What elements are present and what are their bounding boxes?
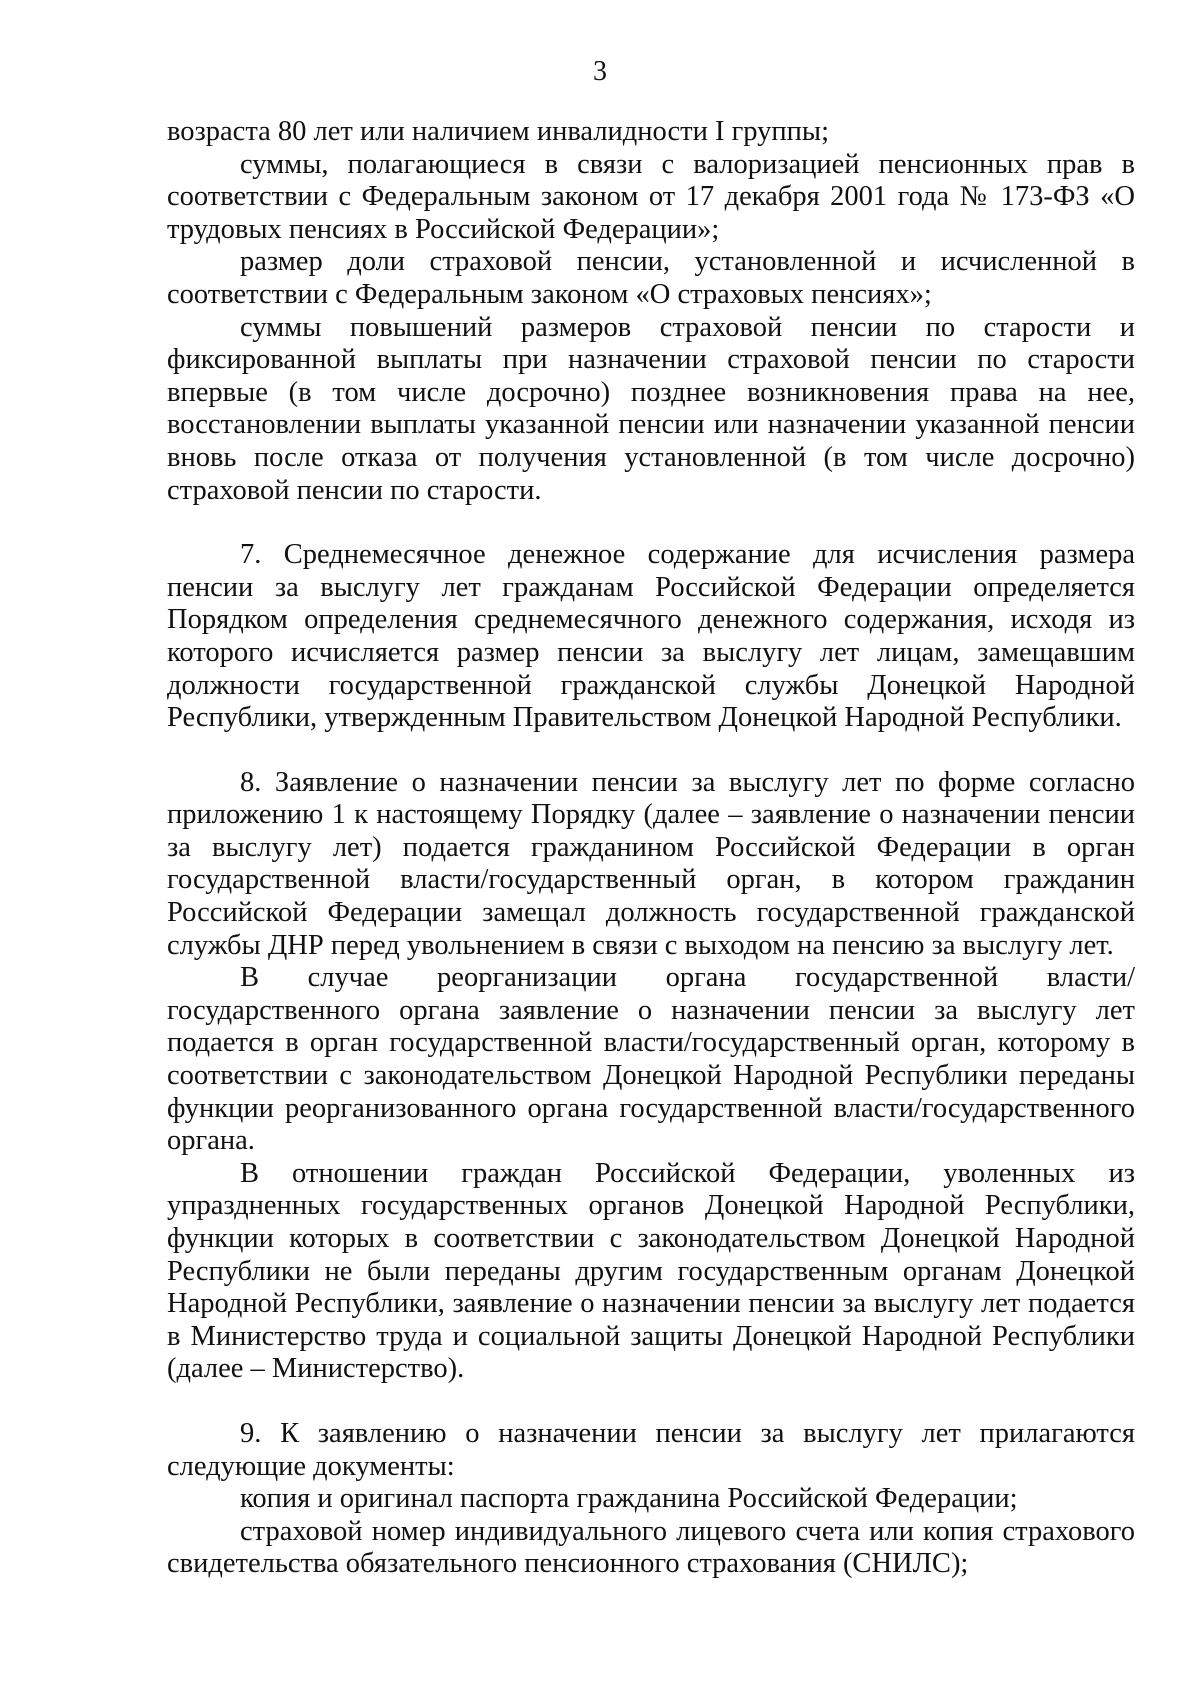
- paragraph-passport: копия и оригинал паспорта гражданина Российской Федерации;: [240, 1483, 1018, 1515]
- paragraph-reorganization: В случае реорганизации органа государственной власти/государственного органа заявление о назначении пенсии за выслугу лет подается в орган государственной власти/государственный орган, которому в соответствии с законодательством Донецкой Народной Республики переданы функции реорганизованного органа государственной власти/государственного органа.: [167, 962, 1135, 1157]
- paragraph-item-9: 9. К заявлению о назначении пенсии за выслугу лет прилагаются следующие документы:: [167, 1417, 1135, 1482]
- paragraph-increases: суммы повышений размеров страховой пенсии по старости и фиксированной выплаты при назначении страховой пенсии по старости впервые (в том числе досрочно) позднее возникновения права на нее, восстановлении выплаты указанной пенсии или назначении указанной пенсии вновь после отказа от получения установленной (в том числе досрочно) страховой пенсии по старости.: [167, 311, 1135, 506]
- paragraph-item-8: 8. Заявление о назначении пенсии за выслугу лет по форме согласно приложению 1 к настоящему Порядку (далее – заявление о назначении пенсии за выслугу лет) подается гражданином Российской Федерации в орган государственной власти/государственный орган, в котором гражданин Российской Федерации замещал должность государственной гражданской службы ДНР перед увольнением в связи с выходом на пенсию за выслугу лет.: [167, 766, 1135, 961]
- paragraph-continuation: возраста 80 лет или наличием инвалидности I группы;: [167, 116, 829, 147]
- document-body: [167, 116, 1135, 1581]
- paragraph-pension-share: размер доли страховой пенсии, установленной и исчисленной в соответствии с Федеральным законом «О страховых пенсиях»;: [167, 246, 1135, 310]
- paragraph-item-7: 7. Среднемесячное денежное содержание для исчисления размера пенсии за выслугу лет гражданам Российской Федерации определяется Порядком определения среднемесячного денежного содержания, исходя из которого исчисляется размер пенсии за выслугу лет лицам, замещавшим должности государственной гражданской службы Донецкой Народной Республики, утвержденным Правительством Донецкой Народной Республики.: [167, 539, 1135, 734]
- paragraph-valorization: суммы, полагающиеся в связи с валоризацией пенсионных прав в соответствии с Федеральным законом от 17 декабря 2001 года № 173-ФЗ «О трудовых пенсиях в Российской Федерации»;: [167, 148, 1135, 245]
- page-number: 3: [593, 56, 607, 87]
- paragraph-abolished-bodies: В отношении граждан Российской Федерации, уволенных из упраздненных государственных органов Донецкой Народной Республики, функции которых в соответствии с законодательством Донецкой Народной Республики не были переданы другим государственным органам Донецкой Народной Республики, заявление о назначении пенсии за выслугу лет подается в Министерство труда и социальной защиты Донецкой Народной Республики (далее – Министерство).: [167, 1157, 1135, 1385]
- paragraph-snils: страховой номер индивидуального лицевого счета или копия страхового свидетельства обязательного пенсионного страхования (СНИЛС);: [167, 1515, 1135, 1580]
